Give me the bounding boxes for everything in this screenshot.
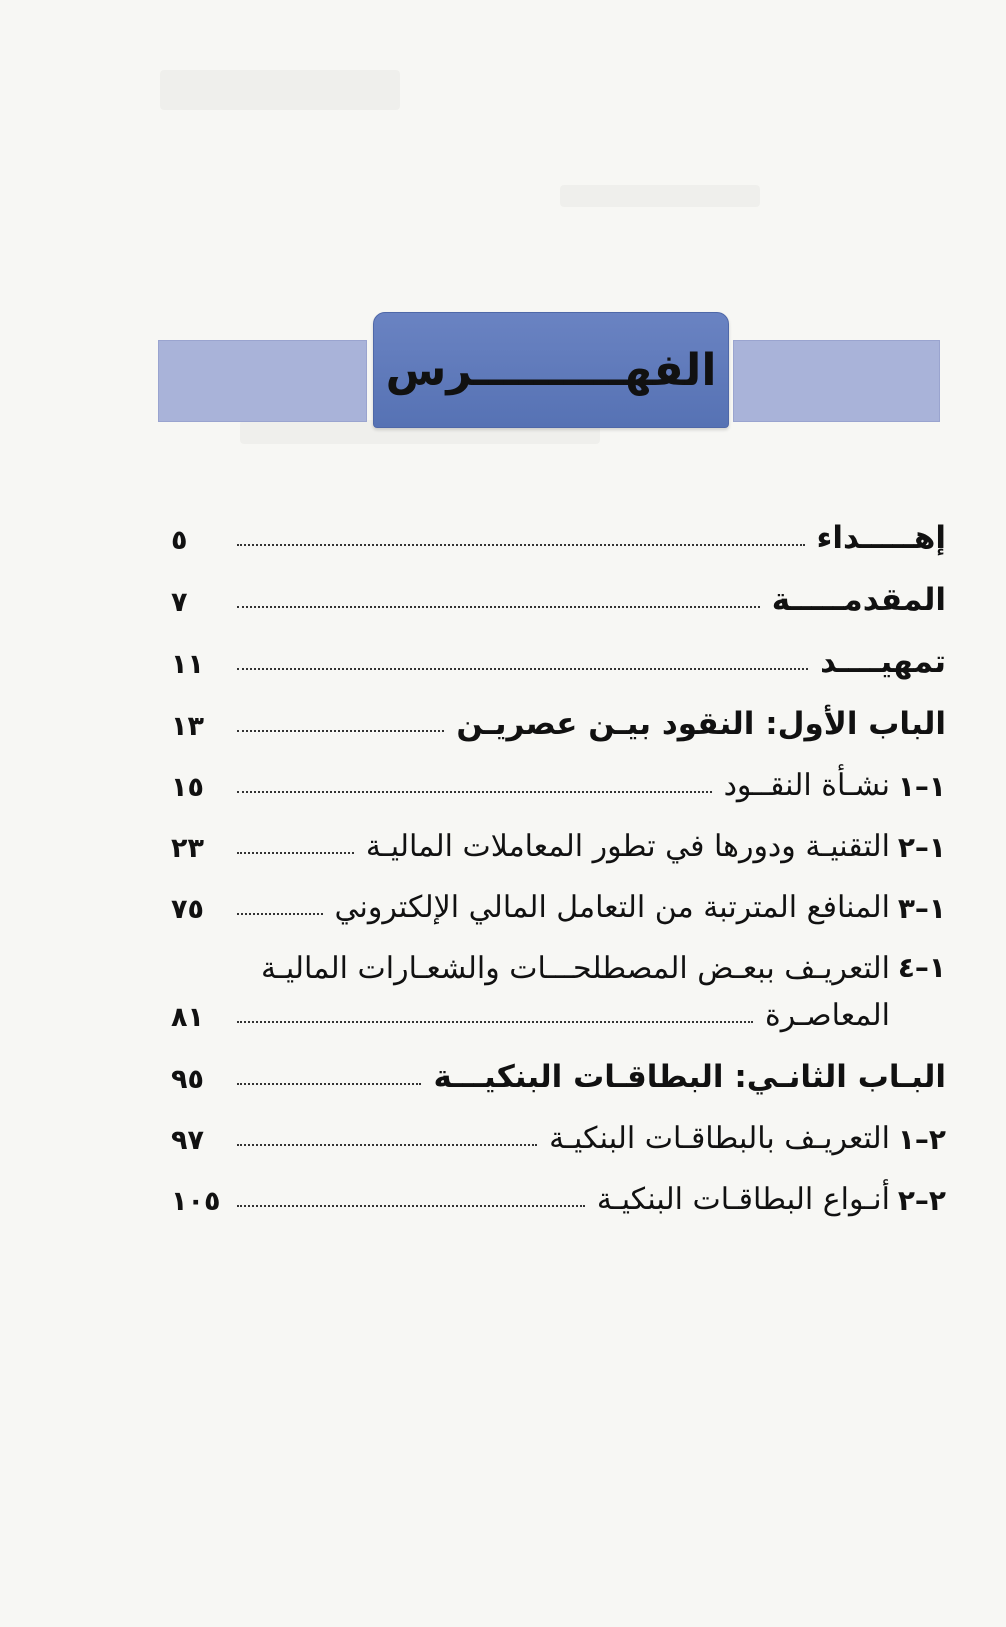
toc-entry-page: ٧٥	[171, 894, 204, 925]
toc-entry	[171, 706, 946, 742]
toc-entry	[171, 951, 946, 1033]
title-box	[373, 312, 729, 428]
toc-entry-label-continued: المعاصـرة	[765, 998, 890, 1033]
dotted-leader	[237, 1144, 537, 1146]
toc-entry-number: ١–١	[897, 770, 946, 803]
toc-entry-page: ٨١	[171, 1002, 204, 1033]
toc-entry-number: ٢–١	[897, 1123, 946, 1156]
toc-entry-label: المنافع المترتبة من التعامل المالي الإلكتروني	[334, 890, 890, 925]
toc-entry	[171, 829, 946, 864]
header-bar-right	[733, 340, 940, 422]
toc-entry-page: ٢٣	[171, 833, 204, 864]
dotted-leader	[237, 606, 760, 608]
toc-entry-number: ١–٣	[897, 892, 946, 925]
toc-entry	[171, 520, 946, 556]
toc-entry-page: ١٥	[171, 772, 204, 803]
toc-entry	[171, 1121, 946, 1156]
dotted-leader	[237, 913, 323, 915]
toc-entry-page: ٩٧	[171, 1125, 204, 1156]
dotted-leader	[237, 730, 444, 732]
toc-entry-page: ٧	[171, 587, 188, 618]
toc-entry	[171, 1182, 946, 1217]
dotted-leader	[237, 1021, 753, 1023]
toc-entry-number: ٢–٢	[897, 1184, 946, 1217]
toc-entry-label: أنـواع البطاقـات البنكيـة	[596, 1182, 890, 1217]
toc-entry	[171, 582, 946, 618]
toc-entry-page: ٩٥	[171, 1064, 204, 1095]
toc-entry-page: ١٠٥	[171, 1186, 221, 1217]
dotted-leader	[237, 544, 805, 546]
toc-entry-page: ١٣	[171, 711, 204, 742]
toc-entry-label: التعريـف ببعـض المصطلحـــات والشعـارات الماليـة	[260, 951, 890, 986]
dotted-leader	[237, 1205, 585, 1207]
dotted-leader	[237, 791, 712, 793]
bleed-through-smudge	[160, 70, 400, 110]
page-title: الفهــــــــــرس	[385, 344, 717, 396]
toc-entry-number: ١–٤	[897, 951, 946, 984]
toc-entry	[171, 768, 946, 803]
toc-header	[150, 310, 940, 430]
toc-entry	[171, 890, 946, 925]
toc-entry-label: التعريـف بالبطاقـات البنكيـة	[549, 1121, 890, 1156]
table-of-contents	[171, 520, 946, 1243]
bleed-through-smudge	[560, 185, 760, 207]
toc-entry-number: ١–٢	[897, 831, 946, 864]
toc-entry-label: البـاب الثانـي: البطاقـات البنكيـــة	[433, 1059, 946, 1095]
toc-entry-label: المقدمـــــة	[771, 582, 946, 618]
toc-entry-label: إهـــــداء	[816, 520, 946, 556]
dotted-leader	[237, 852, 354, 854]
header-bar-left	[158, 340, 367, 422]
toc-entry-label: التقنيـة ودورها في تطور المعاملات الماليـة	[365, 829, 890, 864]
dotted-leader	[237, 1083, 421, 1085]
toc-entry-page: ٥	[171, 525, 188, 556]
toc-entry-label: تمهيــــد	[820, 644, 946, 680]
toc-entry-label: نشـأة النقــود	[723, 768, 890, 803]
toc-entry	[171, 644, 946, 680]
toc-entry-page: ١١	[171, 649, 204, 680]
toc-entry	[171, 1059, 946, 1095]
dotted-leader	[237, 668, 808, 670]
toc-entry-label: الباب الأول: النقود بيـن عصريـن	[456, 706, 946, 742]
